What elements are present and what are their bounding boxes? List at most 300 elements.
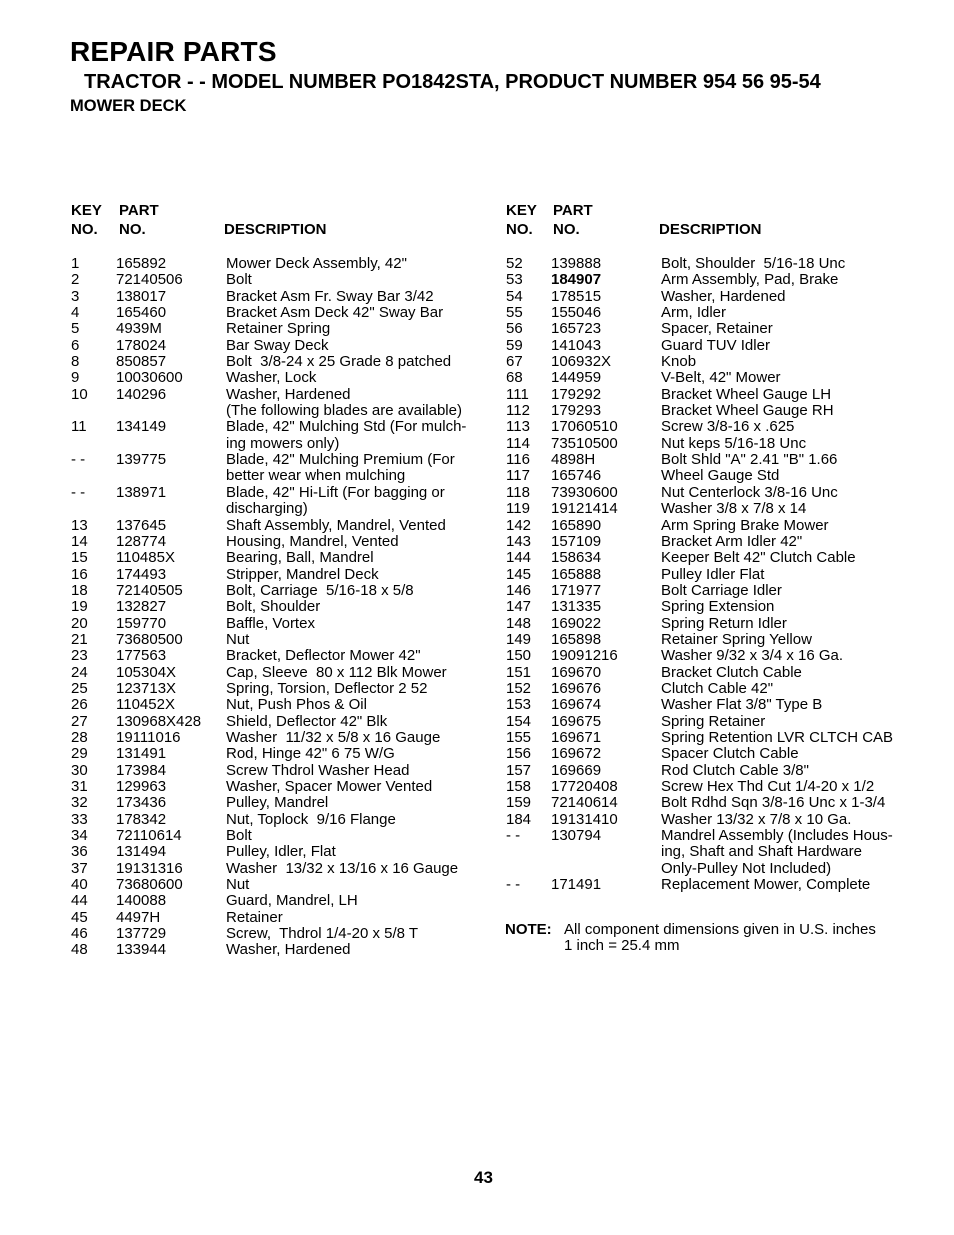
part-description: Bracket Clutch Cable <box>661 663 802 681</box>
part-number: 17060510 <box>551 418 618 436</box>
key-number: 149 <box>506 630 532 648</box>
table-row <box>71 861 481 877</box>
part-number: 169669 <box>551 761 602 779</box>
key-number: 118 <box>506 483 530 501</box>
part-number: 4497H <box>116 908 161 926</box>
part-number: 165746 <box>551 467 602 485</box>
parts-list-right <box>506 203 916 893</box>
table-row <box>506 795 916 811</box>
part-number: 165898 <box>551 630 602 648</box>
table-row <box>71 534 481 550</box>
part-description: Screw Hex Thd Cut 1/4-20 x 1/2 <box>661 778 875 795</box>
part-number: 133944 <box>116 941 167 959</box>
key-number: 31 <box>71 778 88 795</box>
key-number: 14 <box>71 532 88 550</box>
key-number: - - <box>71 451 86 469</box>
part-description: Shield, Deflector 42" Blk <box>226 712 388 730</box>
key-number: 184 <box>506 810 532 828</box>
table-row <box>506 714 916 730</box>
key-number: 142 <box>506 516 532 534</box>
description-header: DESCRIPTION <box>659 221 762 238</box>
key-number: - - <box>506 876 521 894</box>
part-description: Spring Return Idler <box>661 614 787 632</box>
key-number: 68 <box>506 369 523 387</box>
key-number: 150 <box>506 647 532 665</box>
part-number: 72110614 <box>116 827 182 845</box>
part-number: 73680500 <box>116 630 183 648</box>
part-description: Bracket Wheel Gauge RH <box>661 402 834 420</box>
part-number: 169022 <box>551 614 602 632</box>
table-row <box>506 272 916 288</box>
part-description: Arm, Idler <box>661 304 727 322</box>
key-number: 46 <box>71 925 88 943</box>
part-number: 155046 <box>551 304 602 322</box>
table-row <box>506 583 916 599</box>
section-heading: MOWER DECK <box>70 97 187 115</box>
table-row <box>506 681 916 697</box>
table-row <box>506 763 916 779</box>
part-number: 157109 <box>551 532 602 550</box>
part-number: 169671 <box>551 728 602 746</box>
key-number: 4 <box>71 304 80 322</box>
table-row <box>71 763 481 779</box>
part-description: Blade, 42" Mulching Std (For mulch- ing mowers only) <box>226 418 467 452</box>
column-header-left <box>71 203 481 239</box>
part-header-line1: PART <box>119 202 159 219</box>
part-number: 178342 <box>116 810 167 828</box>
part-number: 123713X <box>116 679 177 697</box>
table-row <box>71 812 481 828</box>
part-number: 169674 <box>551 696 602 714</box>
table-row <box>71 550 481 566</box>
key-number: 113 <box>506 418 530 436</box>
part-description: Washer 9/32 x 3/4 x 16 Ga. <box>661 647 844 665</box>
part-number: 138971 <box>116 483 167 501</box>
key-header-line2: NO. <box>71 221 98 238</box>
part-number: 140296 <box>116 385 167 403</box>
table-row <box>71 338 481 354</box>
part-number: 19121414 <box>551 500 618 518</box>
part-description: Knob <box>661 353 697 371</box>
key-number: 144 <box>506 549 532 567</box>
table-row <box>506 877 916 893</box>
table-row <box>71 910 481 926</box>
part-description: Bolt Rdhd Sqn 3/8-16 Unc x 1-3/4 <box>661 794 886 812</box>
part-number: 4898H <box>551 451 596 469</box>
key-number: 55 <box>506 304 523 322</box>
table-row <box>71 567 481 583</box>
part-description: Bolt <box>226 271 252 289</box>
part-description: Shaft Assembly, Mandrel, Vented <box>226 516 446 534</box>
table-row <box>71 893 481 909</box>
part-number: 4939M <box>116 320 162 338</box>
key-number: 158 <box>506 778 532 795</box>
part-header-line2: NO. <box>119 221 146 238</box>
key-number: 159 <box>506 794 532 812</box>
part-description: Bolt Carriage Idler <box>661 581 782 599</box>
part-number: 130968X428 <box>116 712 202 730</box>
table-row <box>71 844 481 860</box>
part-description: Arm Assembly, Pad, Brake <box>661 271 839 289</box>
table-row <box>506 616 916 632</box>
part-description: Washer Flat 3/8" Type B <box>661 696 823 714</box>
part-number: 19111016 <box>116 728 181 746</box>
part-number: 131335 <box>551 598 602 616</box>
table-row <box>71 452 481 485</box>
table-row <box>71 942 481 958</box>
part-description: Pulley, Mandrel <box>226 794 329 812</box>
part-description: Bracket Asm Fr. Sway Bar 3/42 <box>226 287 434 305</box>
part-description: Mower Deck Assembly, 42" <box>226 255 407 272</box>
table-row <box>506 779 916 795</box>
part-number: 106932X <box>551 353 612 371</box>
key-number: 18 <box>71 581 88 599</box>
table-row <box>71 779 481 795</box>
part-number: 140088 <box>116 892 167 910</box>
key-number: 117 <box>506 467 530 485</box>
part-description: Washer, Hardened <box>226 941 351 959</box>
table-row <box>506 697 916 713</box>
table-row <box>71 828 481 844</box>
key-number: 36 <box>71 843 88 861</box>
part-description: Bracket Arm Idler 42" <box>661 532 803 550</box>
key-number: 3 <box>71 287 80 305</box>
table-row <box>71 697 481 713</box>
table-row <box>71 321 481 337</box>
key-number: 147 <box>506 598 532 616</box>
part-number: 165888 <box>551 565 602 583</box>
key-number: 56 <box>506 320 523 338</box>
key-number: 148 <box>506 614 532 632</box>
part-description: Screw, Thdrol 1/4-20 x 5/8 T <box>226 925 419 943</box>
part-number: 141043 <box>551 336 602 354</box>
part-number: 139775 <box>116 451 167 469</box>
part-description: Washer, Hardened (The following blades are available) <box>226 385 462 420</box>
part-description: Bracket Wheel Gauge LH <box>661 385 832 403</box>
part-number: 73680600 <box>116 876 183 894</box>
part-description: Spacer, Retainer <box>661 320 773 338</box>
table-row <box>71 485 481 518</box>
part-number: 19091216 <box>551 647 618 665</box>
part-description: Replacement Mower, Complete <box>661 876 871 894</box>
part-description: Retainer Spring Yellow <box>661 630 812 648</box>
part-description: Housing, Mandrel, Vented <box>226 532 399 550</box>
table-row <box>506 370 916 386</box>
part-number: 165890 <box>551 516 602 534</box>
table-row <box>71 926 481 942</box>
key-number: 52 <box>506 255 523 272</box>
key-number: 146 <box>506 581 532 599</box>
part-description: Retainer <box>226 908 283 926</box>
part-description: Retainer Spring <box>226 320 331 338</box>
part-description: Washer 13/32 x 7/8 x 10 Ga. <box>661 810 852 828</box>
key-number: 29 <box>71 745 88 763</box>
part-number: 19131316 <box>116 859 183 877</box>
key-number: 153 <box>506 696 532 714</box>
column-header-right <box>506 203 916 239</box>
table-row <box>71 616 481 632</box>
part-number: 169670 <box>551 663 602 681</box>
table-row <box>506 501 916 517</box>
parts-list-left <box>71 203 481 959</box>
key-number: 9 <box>71 369 80 387</box>
key-number: 111 <box>506 385 529 403</box>
note-label: NOTE: <box>505 921 552 938</box>
part-number: 132827 <box>116 598 167 616</box>
part-description: Pulley, Idler, Flat <box>226 843 336 861</box>
part-number: 131494 <box>116 843 167 861</box>
part-description: Nut Centerlock 3/8-16 Unc <box>661 483 838 501</box>
table-row <box>506 468 916 484</box>
key-number: 26 <box>71 696 88 714</box>
key-header-line2: NO. <box>506 221 533 238</box>
part-number: 174493 <box>116 565 167 583</box>
part-description: Clutch Cable 42" <box>661 679 774 697</box>
part-description: Washer, Hardened <box>661 287 786 305</box>
key-number: 145 <box>506 565 532 583</box>
part-number: 73930600 <box>551 483 618 501</box>
page-number: 43 <box>474 1168 493 1187</box>
key-number: 32 <box>71 794 88 812</box>
table-row <box>71 419 481 452</box>
table-row <box>71 387 481 420</box>
table-row <box>506 599 916 615</box>
part-description: Blade, 42" Mulching Premium (For better wear when mulching <box>226 451 455 485</box>
part-description: Guard TUV Idler <box>661 336 770 354</box>
part-number: 139888 <box>551 255 602 272</box>
table-row <box>71 714 481 730</box>
part-description: Mandrel Assembly (Includes Hous- ing, Shaft and Shaft Hardware Only-Pulley Not Included) <box>661 827 893 877</box>
key-header-line1: KEY <box>71 202 102 219</box>
key-number: - - <box>71 483 86 501</box>
part-description: Washer 13/32 x 13/16 x 16 Gauge <box>226 859 459 877</box>
part-description: Washer, Spacer Mower Vented <box>226 778 433 795</box>
part-number: 850857 <box>116 353 167 371</box>
table-row <box>506 321 916 337</box>
key-number: 27 <box>71 712 88 730</box>
part-description: Nut <box>226 630 250 648</box>
parts-rows-right <box>506 256 916 893</box>
table-row <box>506 354 916 370</box>
table-row <box>506 632 916 648</box>
part-description: Bolt 3/8-24 x 25 Grade 8 patched <box>226 353 452 371</box>
table-row <box>71 583 481 599</box>
part-description: Cap, Sleeve 80 x 112 Blk Mower <box>226 663 447 681</box>
part-description: Arm Spring Brake Mower <box>661 516 829 534</box>
key-number: 28 <box>71 728 88 746</box>
page-subtitle: TRACTOR - - MODEL NUMBER PO1842STA, PRODUCT NUMBER 954 56 95-54 <box>84 71 821 93</box>
key-number: 40 <box>71 876 88 894</box>
key-number: 53 <box>506 271 523 289</box>
table-row <box>71 665 481 681</box>
key-number: 143 <box>506 532 532 550</box>
part-number: 179293 <box>551 402 602 420</box>
table-row <box>506 730 916 746</box>
table-row <box>506 828 916 877</box>
table-row <box>506 648 916 664</box>
table-row <box>506 534 916 550</box>
part-description: Nut, Toplock 9/16 Flange <box>226 810 396 828</box>
table-row <box>506 550 916 566</box>
table-row <box>506 403 916 419</box>
table-row <box>506 485 916 501</box>
table-row <box>506 452 916 468</box>
table-row <box>506 812 916 828</box>
part-description: Nut <box>226 876 250 894</box>
parts-rows-left <box>71 256 481 959</box>
key-number: 5 <box>71 320 80 338</box>
key-number: 21 <box>71 630 88 648</box>
key-number: 1 <box>71 255 80 272</box>
part-number: 137729 <box>116 925 167 943</box>
key-number: 13 <box>71 516 88 534</box>
part-number: 110485X <box>116 549 175 567</box>
table-row <box>71 370 481 386</box>
key-number: 24 <box>71 663 88 681</box>
part-number: 137645 <box>116 516 167 534</box>
part-description: Bearing, Ball, Mandrel <box>226 549 374 567</box>
table-row <box>71 289 481 305</box>
part-number: 134149 <box>116 418 167 436</box>
part-description: Spacer Clutch Cable <box>661 745 799 763</box>
key-number: 154 <box>506 712 532 730</box>
part-number: 72140614 <box>551 794 618 812</box>
part-description: Baffle, Vortex <box>226 614 315 632</box>
part-number: 158634 <box>551 549 602 567</box>
part-number: 169676 <box>551 679 602 697</box>
table-row <box>71 599 481 615</box>
table-row <box>506 436 916 452</box>
part-number: 72140506 <box>116 271 183 289</box>
part-number: 159770 <box>116 614 167 632</box>
part-number: 178024 <box>116 336 167 354</box>
part-number: 171491 <box>551 876 602 894</box>
table-row <box>506 289 916 305</box>
table-row <box>71 795 481 811</box>
table-row <box>71 632 481 648</box>
part-description: Guard, Mandrel, LH <box>226 892 358 910</box>
key-number: 30 <box>71 761 88 779</box>
part-description: Washer 11/32 x 5/8 x 16 Gauge <box>226 728 441 746</box>
table-row <box>506 338 916 354</box>
part-number: 169675 <box>551 712 602 730</box>
table-row <box>71 877 481 893</box>
key-number: 152 <box>506 679 532 697</box>
key-number: - - <box>506 827 521 845</box>
part-description: Bar Sway Deck <box>226 336 329 354</box>
part-number: 73510500 <box>551 434 618 452</box>
part-number: 184907 <box>551 271 602 289</box>
part-number: 165460 <box>116 304 167 322</box>
key-number: 11 <box>71 418 87 436</box>
key-number: 45 <box>71 908 88 926</box>
part-description: Keeper Belt 42" Clutch Cable <box>661 549 856 567</box>
table-row <box>506 387 916 403</box>
description-header: DESCRIPTION <box>224 221 327 238</box>
key-number: 37 <box>71 859 88 877</box>
key-number: 10 <box>71 385 88 403</box>
key-number: 151 <box>506 663 532 681</box>
key-number: 48 <box>71 941 88 959</box>
key-header-line1: KEY <box>506 202 537 219</box>
part-number: 128774 <box>116 532 167 550</box>
part-number: 110452X <box>116 696 175 714</box>
part-description: Pulley Idler Flat <box>661 565 765 583</box>
part-number: 105304X <box>116 663 177 681</box>
part-description: Screw 3/8-16 x .625 <box>661 418 795 436</box>
part-number: 169672 <box>551 745 602 763</box>
part-number: 171977 <box>551 581 602 599</box>
part-number: 165723 <box>551 320 602 338</box>
key-number: 54 <box>506 287 523 305</box>
key-number: 59 <box>506 336 523 354</box>
table-row <box>506 518 916 534</box>
part-number: 17720408 <box>551 778 618 795</box>
part-description: Bolt, Carriage 5/16-18 x 5/8 <box>226 581 414 599</box>
table-row <box>506 256 916 272</box>
key-number: 119 <box>506 500 530 518</box>
key-number: 16 <box>71 565 88 583</box>
key-number: 19 <box>71 598 88 616</box>
table-row <box>506 305 916 321</box>
part-number: 72140505 <box>116 581 183 599</box>
part-number: 10030600 <box>116 369 183 387</box>
part-number: 131491 <box>116 745 167 763</box>
key-number: 114 <box>506 434 530 452</box>
part-description: Bolt Shld "A" 2.41 "B" 1.66 <box>661 451 838 469</box>
part-description: Blade, 42" Hi-Lift (For bagging or discharging) <box>226 483 445 518</box>
key-number: 6 <box>71 336 80 354</box>
part-description: Spring Extension <box>661 598 775 616</box>
key-number: 34 <box>71 827 88 845</box>
note-text: All component dimensions given in U.S. inches 1 inch = 25.4 mm <box>564 921 876 955</box>
part-number: 179292 <box>551 385 602 403</box>
table-row <box>71 681 481 697</box>
key-number: 23 <box>71 647 88 665</box>
key-number: 33 <box>71 810 88 828</box>
page-title: REPAIR PARTS <box>70 36 277 67</box>
key-number: 157 <box>506 761 532 779</box>
table-row <box>71 256 481 272</box>
part-description: Bolt <box>226 827 252 845</box>
part-description: Nut keps 5/16-18 Unc <box>661 434 807 452</box>
table-row <box>71 746 481 762</box>
key-number: 116 <box>506 451 530 469</box>
part-description: Bolt, Shoulder <box>226 598 321 616</box>
part-number: 165892 <box>116 255 167 272</box>
table-row <box>506 746 916 762</box>
part-description: Spring Retainer <box>661 712 766 730</box>
part-description: Spring, Torsion, Deflector 2 52 <box>226 679 428 697</box>
key-number: 25 <box>71 679 88 697</box>
part-description: Rod Clutch Cable 3/8" <box>661 761 809 779</box>
table-row <box>71 730 481 746</box>
part-number: 129963 <box>116 778 167 795</box>
part-description: Bracket, Deflector Mower 42" <box>226 647 421 665</box>
key-number: 155 <box>506 728 532 746</box>
part-description: Rod, Hinge 42" 6 75 W/G <box>226 745 395 763</box>
table-row <box>71 272 481 288</box>
table-row <box>506 665 916 681</box>
part-number: 144959 <box>551 369 602 387</box>
part-number: 178515 <box>551 287 602 305</box>
part-description: Wheel Gauge Std <box>661 467 780 485</box>
table-row <box>71 354 481 370</box>
key-number: 156 <box>506 745 532 763</box>
key-number: 2 <box>71 271 80 289</box>
part-number: 138017 <box>116 287 167 305</box>
part-description: Screw Thdrol Washer Head <box>226 761 410 779</box>
